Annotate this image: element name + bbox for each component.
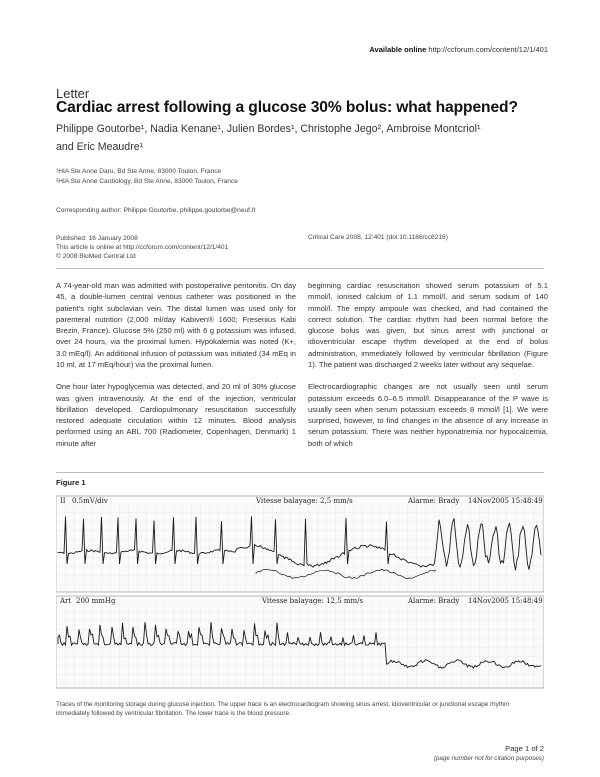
figure-divider [56, 472, 544, 473]
available-url[interactable]: http://ccforum.com/content/12/1/401 [428, 45, 548, 54]
article-title: Cardiac arrest following a glucose 30% bolus: what happened? [56, 99, 518, 116]
published-date: Published: 16 January 2008 [56, 235, 138, 242]
page-number: Page 1 of 2 [505, 744, 544, 753]
affiliations [56, 167, 238, 187]
body-column-left [56, 280, 296, 460]
page-number-note: (page number not for citation purposes) [433, 755, 544, 762]
publication-info [56, 234, 228, 261]
article-type: Letter [56, 86, 90, 101]
affiliation-1: ¹HIA Ste Anne Daru, Bd Ste Anne, 83000 Toulon, France [56, 168, 222, 175]
pressure-speed-label: Vitesse balayage: 12,5 mm/s [262, 597, 364, 605]
ecg-alarm-label: Alarme: Brady [408, 497, 460, 505]
corresponding-author: Corresponding author: Philippe Goutorbe, philippe.goutorbe@neuf.fr [56, 207, 256, 214]
citation-line: Critical Care 2008, 12:401 (doi:10.1186/cc6216) [308, 234, 448, 241]
available-label: Available online [369, 45, 427, 54]
paragraph: Electrocardiographic changes are not usually seen until serum potassium exceeds 6.0–6.5 mmol/l. Disappearance of the P wave is usually seen when serum potassium exceeds 8 mmol/l [1]. We were surprised, however, to find changes in the absence of any increase in serum potassium. There was neither hyponatremia nor hypocalcemia, both of which [308, 382, 548, 448]
authors-line-2: and Eric Meaudre¹ [56, 141, 144, 153]
paragraph: beginning cardiac resuscitation showed serum potassium of 5.1 mmol/l, ionised calcium of 1.1 mmol/l, and serum sodium of 140 mmol/l. The empty ampoule was checked, and had contained the correct solution. The cardiac rhythm had been normal before the glucose bolus was given, but sinus arrest with junctional or idioventricular escape rhythm developed at the end of bolus administration, immediately followed by ventricular fibrillation (Figure 1). The patient was discharged 2 weeks later without any sequelae. [308, 281, 548, 369]
figure-caption: Traces of the monitoring storage during glucose injection. The upper trace is an electrocardiogram showing sinus arrest, idioventricular or junctional escape rhythm immediately followed by ventricular fibrillation. The lower trace is the blood pressure. [56, 701, 510, 717]
author-list [56, 120, 556, 156]
body-column-right [308, 280, 548, 460]
authors-line-1: Philippe Goutorbe¹, Nadia Kenane¹, Julien Bordes¹, Christophe Jego², Ambroise Montcriol¹ [56, 123, 481, 135]
ecg-lead-label: II [60, 497, 66, 505]
pressure-lead-label: Art [60, 597, 72, 605]
availability-line [369, 45, 548, 54]
copyright: © 2008 BioMed Central Ltd [56, 253, 136, 260]
figure-image [56, 494, 544, 690]
ecg-speed-label: Vitesse balayage: 2,5 mm/s [256, 497, 353, 505]
affiliation-2: ²HIA Ste Anne Cardiology, Bd Ste Anne, 83000 Toulon, France [56, 178, 238, 185]
paragraph: A 74-year-old man was admitted with postoperative peritonitis. On day 45, a double-lumen central venous catheter was positioned in the patient's right subclavian vein. The distal lumen was used only for parenteral nutrition (2,000 ml/day Kabiven® 1600; Fresenius Kabi Brezin, France). Glucose 5% (250 ml) with 6 g potassium was infused, over 24 hours, via the proximal lumen. Hypokalemia was noted (K+, 3.0 mEq/l). An additional infusion of potassium was initiated (34 mEq in 10 ml, at 17 mEq/hour) via the proximal lumen. [56, 281, 296, 369]
monitor-traces [56, 494, 544, 690]
online-at: This article is online at http://ccforum.com/content/12/1/401 [56, 244, 229, 251]
pressure-time-label: 14Nov2005 15:48:49 [468, 597, 543, 605]
paragraph: One hour later hypoglycemia was detected, and 20 ml of 30% glucose was given intravenously. At the end of the injection, ventricular fibrillation developed. Cardiopulmonary resuscitation successfully restored adequate circulation within 12 minutes. Blood analysis performed using an ABL 700 (Radiometer, Copenhagen, Denmark) 1 minute after [56, 382, 296, 448]
ecg-time-label: 14Nov2005 15:48:49 [468, 497, 543, 505]
section-divider [56, 268, 544, 269]
figure-label: Figure 1 [56, 478, 86, 487]
pressure-alarm-label: Alarme: Brady [408, 597, 460, 605]
ecg-scale-label: 0.5mV/div [72, 497, 108, 505]
pressure-scale-label: 200 mmHg [76, 597, 116, 605]
